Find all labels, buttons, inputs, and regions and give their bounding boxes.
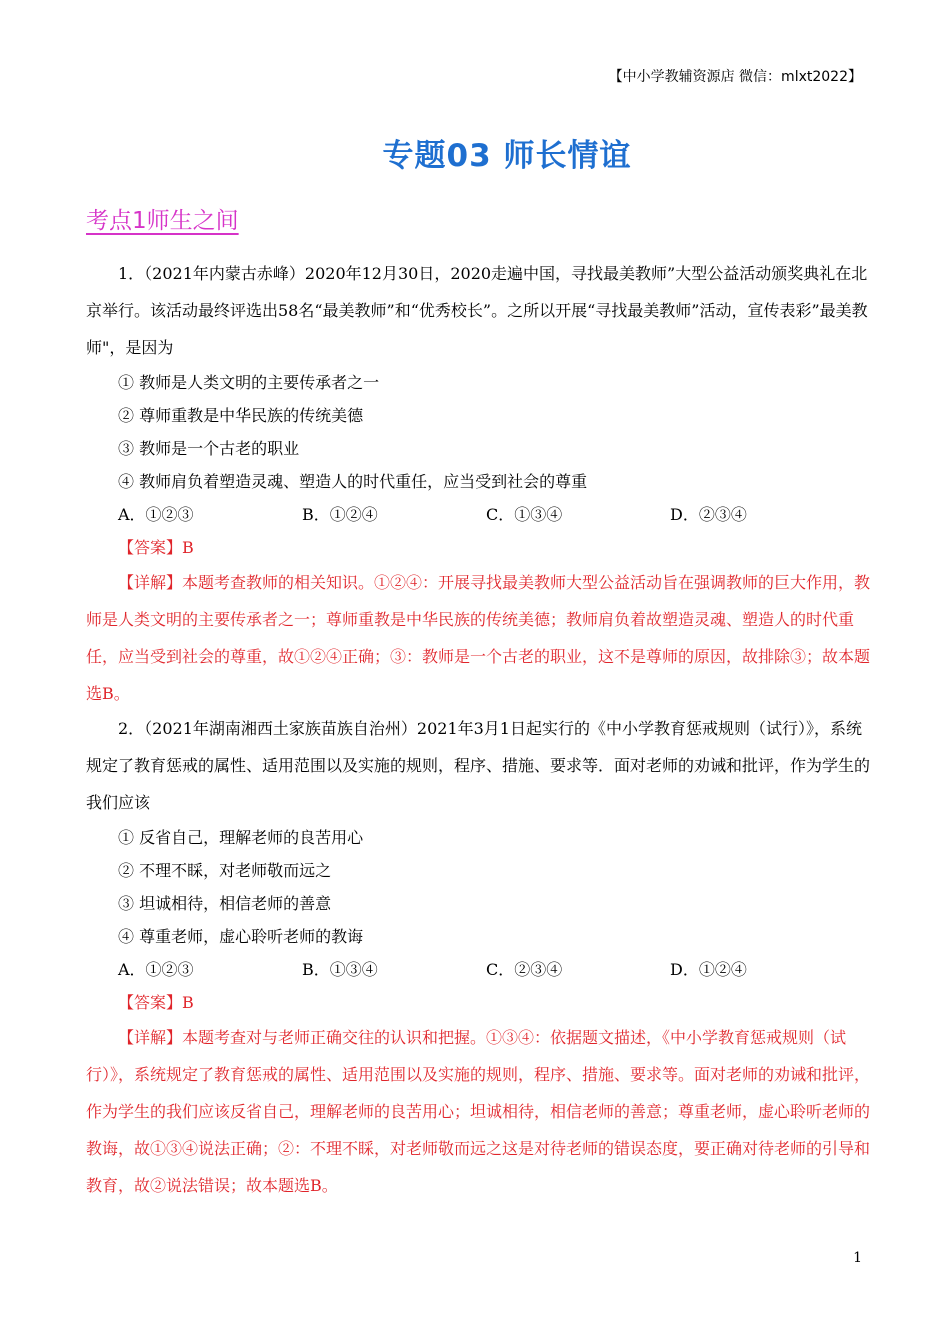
question-1 <box>86 255 876 712</box>
choice-b: B．①③④ <box>302 960 378 979</box>
choice-d: D．①②④ <box>670 960 747 979</box>
choice-b: B．①②④ <box>302 505 378 524</box>
section-heading: 考点1师生之间 <box>86 208 239 234</box>
question-stem: 1．（2021年内蒙古赤峰）2020年12月30日，2020走遍中国，寻找最美教师”大型公益活动颁奖典礼在北京举行。该活动最终评选出58名“最美教师”和“优秀校长”。之所以开展“寻找最美教师”活动，宣传表彩”最美教师"，是因为 <box>86 264 868 357</box>
option-item: ③ 教师是一个古老的职业 <box>118 439 300 458</box>
header-note: 【中小学教辅资源店 微信：mlxt2022】 <box>608 69 862 85</box>
page-title: 专题03 师长情谊 <box>382 138 632 174</box>
choice-d: D．②③④ <box>670 505 747 524</box>
choice-a: A．①②③ <box>118 960 194 979</box>
option-item: ② 不理不睬，对老师敬而远之 <box>118 861 332 880</box>
choice-row <box>86 953 876 986</box>
choice-a: A．①②③ <box>118 505 194 524</box>
choice-c: C．②③④ <box>486 960 563 979</box>
option-item: ③ 坦诚相待，相信老师的善意 <box>118 894 332 913</box>
choice-row <box>86 498 876 531</box>
page-number: 1 <box>853 1250 862 1266</box>
option-item: ① 教师是人类文明的主要传承者之一 <box>118 373 380 392</box>
choice-c: C．①③④ <box>486 505 563 524</box>
option-item: ④ 尊重老师，虚心聆听老师的教诲 <box>118 927 364 946</box>
answer: 【答案】B <box>118 538 194 557</box>
explanation: 【详解】本题考查教师的相关知识。①②④：开展寻找最美教师大型公益活动旨在强调教师的巨大作用，教师是人类文明的主要传承者之一；尊师重教是中华民族的传统美德；教师肩负着故塑造灵魂、塑造人的时代重任，应当受到社会的尊重，故①②④正确；③：教师是一个古老的职业，这不是尊师的原因，故排除③；故本题选B。 <box>86 573 871 703</box>
option-item: ④ 教师肩负着塑造灵魂、塑造人的时代重任，应当受到社会的尊重 <box>118 472 588 491</box>
option-item: ① 反省自己，理解老师的良苦用心 <box>118 828 364 847</box>
option-item: ② 尊师重教是中华民族的传统美德 <box>118 406 364 425</box>
answer: 【答案】B <box>118 993 194 1012</box>
question-stem: 2．（2021年湖南湘西土家族苗族自治州）2021年3月1日起实行的《中小学教育惩戒规则（试行）》，系统规定了教育惩戒的属性、适用范围以及实施的规则，程序、措施、要求等．面对老师的劝诫和批评，作为学生的我们应该 <box>86 719 871 812</box>
explanation: 【详解】本题考查对与老师正确交往的认识和把握。①③④：依据题文描述，《中小学教育惩戒规则（试行）》，系统规定了教育惩戒的属性、适用范围以及实施的规则，程序、措施、要求等。面对老师的劝诫和批评，作为学生的我们应该反省自己，理解老师的良苦用心；坦诚相待，相信老师的善意；尊重老师，虚心聆听老师的教诲，故①③④说法正确；②：不理不睬，对老师敬而远之这是对待老师的错误态度，要正确对待老师的引导和教育，故②说法错误；故本题选B。 <box>86 1028 871 1195</box>
question-2 <box>86 710 876 1204</box>
